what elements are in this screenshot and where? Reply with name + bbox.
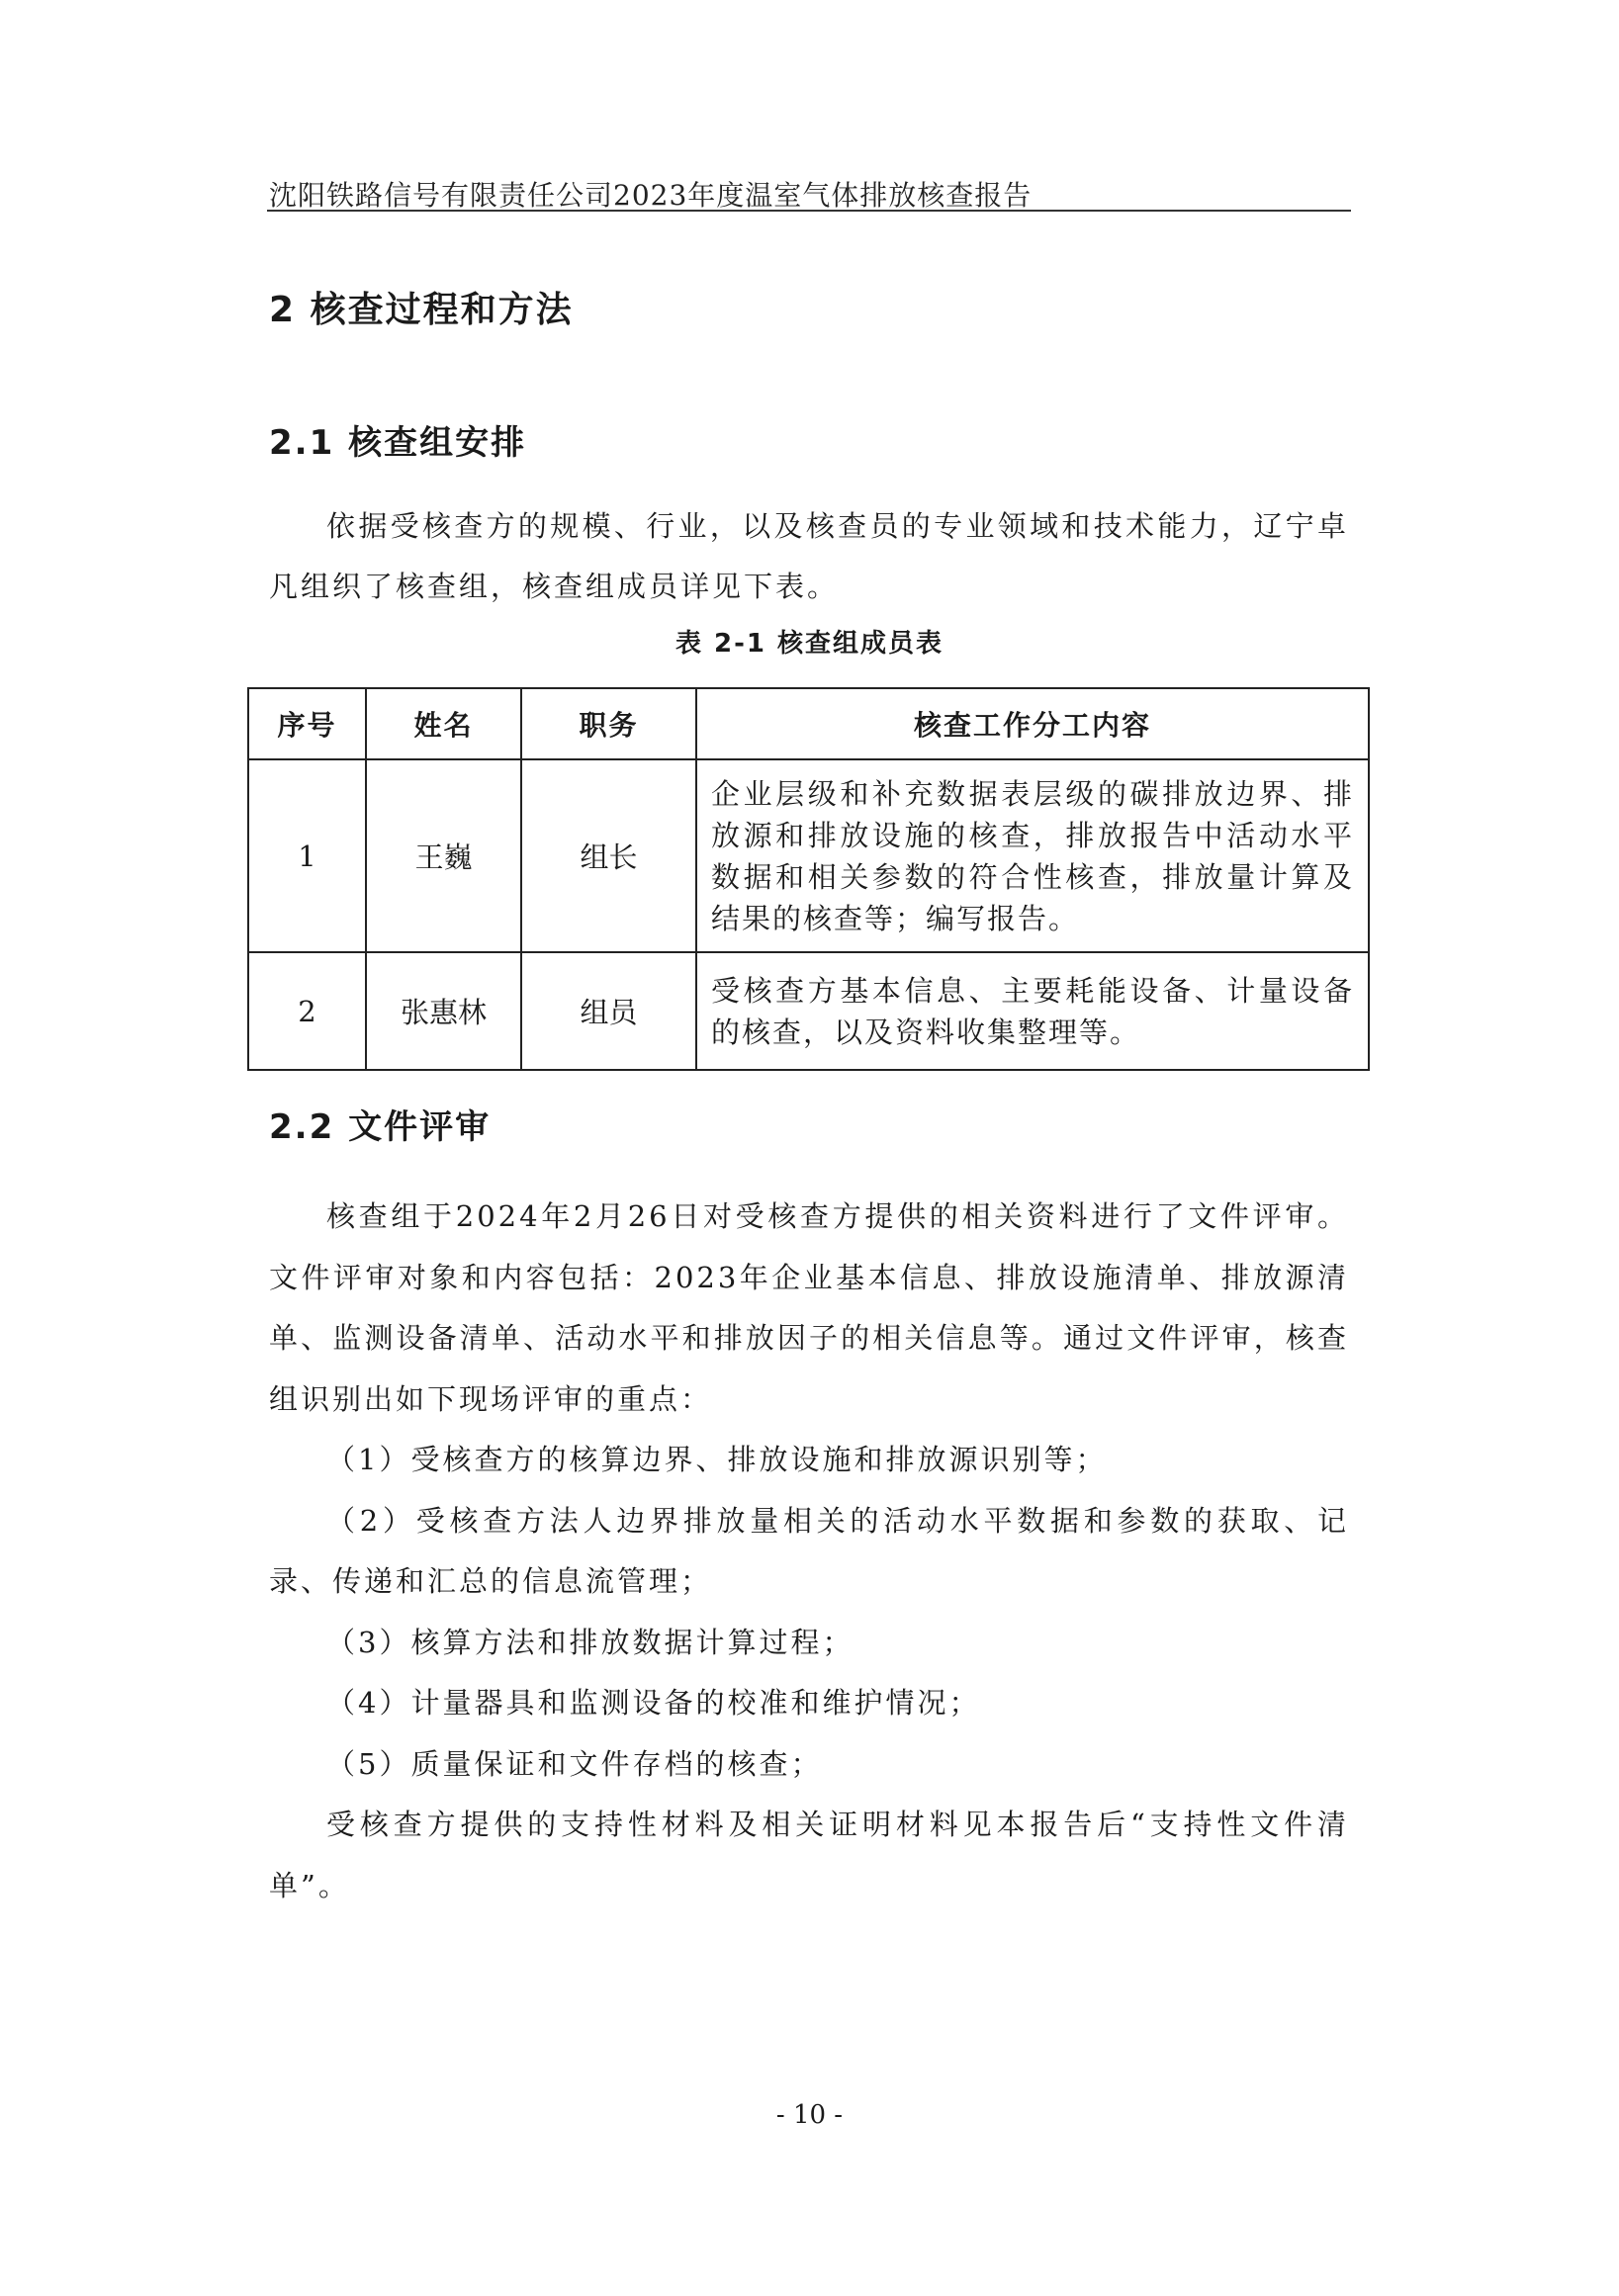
header-work: 核查工作分工内容 xyxy=(696,688,1369,759)
cell-role: 组员 xyxy=(521,952,696,1070)
section-2-1-paragraph: 依据受核查方的规模、行业，以及核查员的专业领域和技术能力，辽宁卓凡组织了核查组，核查组成员详见下表。 xyxy=(269,509,1349,603)
list-item: （2）受核查方法人边界排放量相关的活动水平数据和参数的获取、记录、传递和汇总的信息流管理； xyxy=(269,1503,1349,1598)
list-item: （4）计量器具和监测设备的校准和维护情况； xyxy=(326,1686,981,1720)
cell-work: 受核查方基本信息、主要耗能设备、计量设备的核查，以及资料收集整理等。 xyxy=(696,952,1369,1070)
header-role: 职务 xyxy=(521,688,696,759)
cell-seq: 1 xyxy=(248,759,366,952)
header-name: 姓名 xyxy=(366,688,521,759)
section-2-2-body xyxy=(269,1187,1349,1916)
list-item: （5）质量保证和文件存档的核查； xyxy=(326,1746,823,1781)
cell-name: 张惠林 xyxy=(366,952,521,1070)
section-2-2-heading: 2.2 文件评审 xyxy=(269,1107,492,1147)
team-members-table xyxy=(247,687,1370,1071)
cell-seq: 2 xyxy=(248,952,366,1070)
table-row xyxy=(248,759,1369,952)
section-2-1-heading: 2.1 核查组安排 xyxy=(269,423,527,463)
section-2-heading: 2 核查过程和方法 xyxy=(269,290,574,330)
list-item: （1）受核查方的核算边界、排放设施和排放源识别等； xyxy=(326,1443,1108,1476)
paragraph: 核查组于2024年2月26日对受核查方提供的相关资料进行了文件评审。文件评审对象和内容包括：2023年企业基本信息、排放设施清单、排放源清单、监测设备清单、活动水平和排放因子的相关信息等。通过文件评审，核查组识别出如下现场评审的重点： xyxy=(269,1199,1349,1416)
cell-work: 企业层级和补充数据表层级的碳排放边界、排放源和排放设施的核查，排放报告中活动水平数据和相关参数的符合性核查，排放量计算及结果的核查等；编写报告。 xyxy=(696,759,1369,952)
running-header: 沈阳铁路信号有限责任公司2023年度温室气体排放核查报告 xyxy=(269,179,1033,212)
table-row xyxy=(248,952,1369,1070)
table-header-row xyxy=(248,688,1369,759)
list-item: （3）核算方法和排放数据计算过程； xyxy=(326,1625,854,1659)
page-number: - 10 - xyxy=(775,2100,844,2130)
cell-name: 王巍 xyxy=(366,759,521,952)
paragraph: 受核查方提供的支持性材料及相关证明材料见本报告后“支持性文件清单”。 xyxy=(269,1808,1349,1902)
cell-role: 组长 xyxy=(521,759,696,952)
header-seq: 序号 xyxy=(248,688,366,759)
header-divider xyxy=(267,210,1351,212)
table-caption: 表 2-1 核查组成员表 xyxy=(675,629,944,659)
